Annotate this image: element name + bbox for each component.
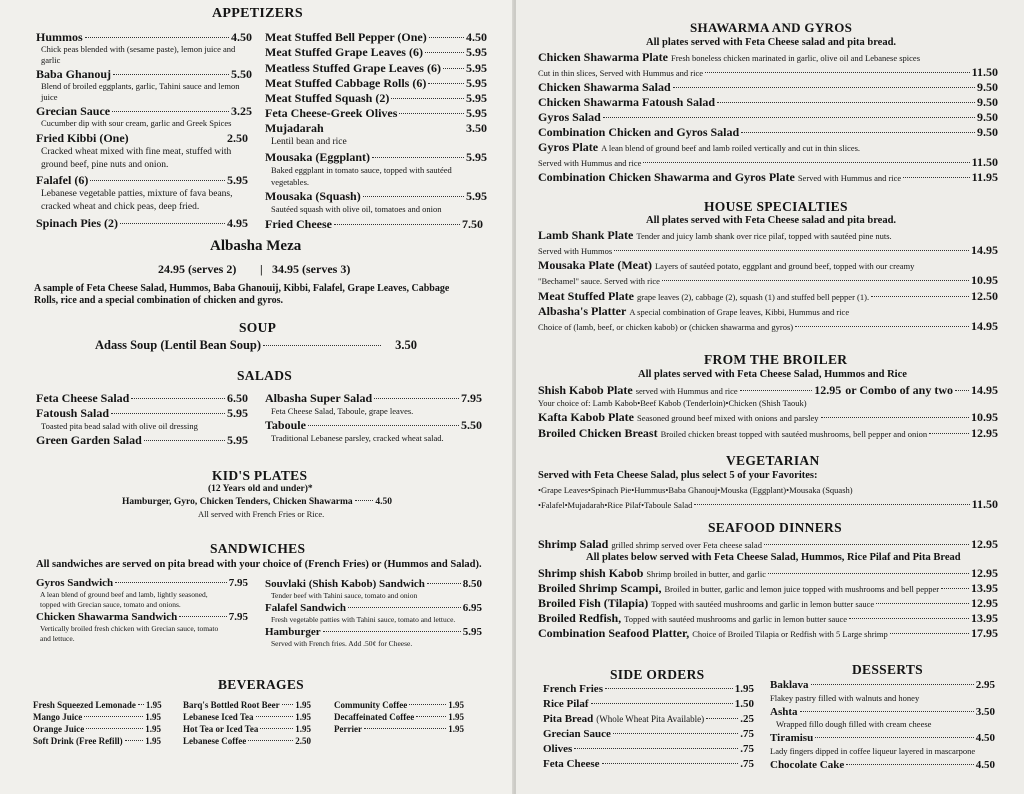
beverage-item — [183, 736, 311, 746]
item-name: Baba Ghanouj — [36, 67, 112, 81]
albasha-platter-item — [538, 304, 849, 319]
item-name: Chicken Shawarma Fatoush Salad — [538, 95, 716, 109]
grecian-item — [36, 104, 252, 118]
item-name: Feta Cheese — [543, 758, 600, 770]
fatoush-item — [36, 406, 248, 420]
item-name: Mujadarah — [265, 121, 324, 135]
soup-title: SOUP — [239, 320, 277, 335]
kids-sub: (12 Years old and under)* — [208, 484, 313, 494]
item-desc: "Bechamel" sauce. Served with rice — [538, 276, 660, 286]
item-price: .25 — [740, 713, 754, 725]
item-inline-desc: grape leaves (2), cabbage (2), squash (1) and stuffed bell pepper (1). — [636, 292, 870, 302]
desserts-title: DESSERTS — [852, 662, 923, 677]
combo-plate-item — [538, 170, 998, 185]
item-name: Fatoush Salad — [36, 406, 110, 420]
item-desc: Vertically broiled fresh chicken with Grecian sauce, tomato — [40, 624, 219, 633]
item-name: Lamb Shank Plate — [538, 228, 634, 242]
item-price: 1.95 — [295, 712, 311, 722]
hamburger-item — [265, 626, 482, 638]
item-name: Shish Kabob Plate — [538, 383, 633, 397]
item-desc: Baked eggplant in tomato sauce, topped with sautéed — [271, 165, 452, 175]
item-name: Olives — [543, 743, 573, 755]
shawarma-salad-item — [538, 80, 998, 94]
item-price: .75 — [740, 758, 754, 770]
item-inline-desc: Broiled in butter, garlic and lemon juice topped with mushrooms and bell pepper — [664, 584, 940, 594]
item-name: Meat Stuffed Grape Leaves (6) — [265, 45, 423, 59]
seafood-sub: All plates below served with Feta Cheese Salad, Hummos, Rice Pilaf and Pita Bread — [586, 552, 961, 563]
item-desc: Choice of (lamb, beef, or chicken kabob) or (chicken shawarma and gyros) — [538, 322, 794, 332]
item-price: 12.95 — [971, 426, 998, 440]
shrimp-salad-item — [538, 537, 998, 552]
item-name: Chicken Shawarma Plate — [538, 50, 668, 64]
item-name: Combination Seafood Platter, — [538, 626, 690, 640]
item-inline-desc: Broiled chicken breast topped with sautéed mushrooms, bell pepper and onion — [660, 429, 928, 439]
spinach-item — [36, 216, 248, 230]
item-price: 5.95 — [462, 626, 482, 638]
item-name: Gyros Sandwich — [36, 577, 114, 589]
item-price: 1.95 — [448, 724, 464, 734]
broiler-title: FROM THE BROILER — [704, 352, 848, 367]
item-name: Combination Chicken Shawarma and Gyros Plate — [538, 170, 795, 184]
meza-price-3: 34.95 (serves 3) — [272, 262, 351, 276]
item-name: Meat Stuffed Plate — [538, 289, 634, 303]
item-price: 12.95 — [814, 383, 842, 397]
item-price: 1.95 — [448, 712, 464, 722]
appetizers-title: APPETIZERS — [212, 6, 303, 21]
gyros-plate-item — [538, 140, 860, 155]
item-desc-row — [538, 245, 998, 257]
item-price: 9.50 — [977, 110, 998, 124]
broiler-choice: Your choice of: Lamb Kabob•Beef Kabob (Tenderloin)•Chicken (Shish Taouk) — [538, 398, 807, 408]
item-price: 4.50 — [975, 759, 995, 771]
seafood-title: SEAFOOD DINNERS — [708, 520, 842, 535]
item-desc: Served with French fries. Add .50¢ for Cheese. — [271, 639, 413, 648]
side-item — [543, 698, 754, 710]
cabbage-item — [265, 76, 487, 90]
item-desc: A lean blend of ground beef and lamb, lightly seasoned, — [40, 590, 208, 599]
item-name: Hummos — [36, 30, 83, 44]
sandwiches-note: All sandwiches are served on pita bread with your choice of (French Fries) or (Hummos and Salad). — [36, 559, 482, 570]
item-desc: Toasted pita bead salad with olive oil dressing — [41, 421, 198, 431]
item-desc: juice — [41, 92, 58, 102]
item-desc: Wrapped fillo dough filled with cream cheese — [776, 719, 932, 729]
item-price: 9.50 — [977, 95, 998, 109]
item-desc: Chick peas blended with (sesame paste), lemon juice and — [41, 44, 236, 54]
item-price: 7.95 — [461, 391, 482, 405]
item-inline-desc: Layers of sautéed potato, eggplant and ground beef, topped with our creamy — [654, 261, 915, 271]
item-price: 4.50 — [375, 497, 392, 507]
item-desc-row — [538, 67, 998, 79]
item-price: 9.50 — [977, 80, 998, 94]
item-price: 11.50 — [971, 155, 998, 169]
meza-price-2: 24.95 (serves 2) — [158, 262, 237, 276]
feta-olives-item — [265, 106, 487, 120]
chicken-sandwich-item — [36, 611, 248, 623]
item-desc: Lady fingers dipped in coffee liqueur layered in mascarpone — [770, 746, 976, 756]
combo-label: or Combo of any two — [845, 383, 953, 397]
item-desc: Cucumber dip with sour cream, garlic and Greek Spices — [41, 118, 232, 128]
item-price: 4.50 — [466, 30, 487, 44]
item-name: Shrimp Salad — [538, 537, 609, 551]
shish-kabob-item — [538, 383, 998, 398]
item-price: 1.95 — [734, 683, 754, 695]
item-name: Broiled Fish (Tilapia) — [538, 596, 649, 610]
item-name: Souvlaki (Shish Kabob) Sandwich — [265, 578, 425, 590]
item-desc: Tender beef with Tahini sauce, tomato and onion — [271, 591, 418, 600]
item-price: 5.95 — [466, 45, 487, 59]
item-desc: Flakey pastry filled with walnuts and honey — [770, 693, 920, 703]
meatless-item — [265, 61, 487, 75]
redfish-item — [538, 611, 998, 626]
item-inline-desc: Shrimp broiled in butter, and garlic — [646, 569, 766, 579]
kids-title: KID'S PLATES — [212, 468, 308, 483]
item-price: 7.95 — [228, 577, 248, 589]
item-desc: Cut in thin slices, Served with Hummus and rice — [538, 68, 704, 78]
item-desc: and lettuce. — [40, 634, 75, 643]
item-name: Hamburger, Gyro, Chicken Tenders, Chicken Shawarma — [122, 497, 353, 507]
item-price: 5.95 — [466, 150, 487, 164]
item-name: Chocolate Cake — [770, 759, 845, 771]
mousaka-item — [265, 150, 487, 164]
item-price: 1.95 — [145, 712, 161, 722]
item-price: 12.50 — [971, 289, 998, 303]
item-name: Falafel Sandwich — [265, 602, 346, 614]
falafel-item — [36, 173, 248, 187]
item-name: Lebanese Coffee — [183, 736, 247, 746]
item-name: Meat Stuffed Bell Pepper (One) — [265, 30, 427, 44]
item-price: 4.50 — [231, 30, 252, 44]
gyros-salad-item — [538, 110, 998, 124]
item-price: 7.95 — [228, 611, 248, 623]
item-name: Broiled Chicken Breast — [538, 426, 658, 440]
item-price: 1.95 — [448, 700, 464, 710]
item-inline-desc: A special combination of Grape leaves, Kibbi, Hummus and rice — [629, 307, 850, 317]
beverage-item — [33, 724, 161, 734]
chicken-breast-item — [538, 426, 998, 441]
item-name: Kafta Kabob Plate — [538, 410, 634, 424]
item-name: Orange Juice — [33, 724, 85, 734]
item-name: Meat Stuffed Squash (2) — [265, 91, 390, 105]
item-name: French Fries — [543, 683, 603, 695]
item-desc: Sautéed squash with olive oil, tomatoes and onion — [271, 204, 442, 214]
item-price: 1.95 — [295, 700, 311, 710]
item-name: Tiramisu — [770, 732, 814, 744]
item-price: 3.50 — [975, 706, 995, 718]
side-item — [543, 683, 754, 695]
item-name: Green Garden Salad — [36, 433, 142, 447]
item-price: 1.50 — [734, 698, 754, 710]
item-price: 14.95 — [971, 319, 998, 333]
item-price: 5.95 — [466, 61, 487, 75]
item-name: Rice Pilaf — [543, 698, 589, 710]
vegetarian-options-row — [538, 499, 998, 511]
item-desc: garlic — [41, 55, 61, 65]
baba-item — [36, 67, 252, 81]
kids-note: All served with French Fries or Rice. — [198, 509, 325, 519]
item-name: Grecian Sauce — [543, 728, 611, 740]
tiramisu-item — [770, 732, 995, 744]
broiler-sub: All plates served with Feta Cheese Salad, Hummos and Rice — [638, 369, 907, 380]
beverage-item — [33, 736, 161, 746]
grape-item — [265, 45, 487, 59]
item-name: Baklava — [770, 679, 809, 691]
side-item — [543, 713, 754, 725]
feta-salad-item — [36, 391, 248, 405]
super-salad-item — [265, 391, 482, 405]
item-price: 2.50 — [295, 736, 311, 746]
kafta-item — [538, 410, 998, 425]
item-name: Grecian Sauce — [36, 104, 111, 118]
item-name: Combination Chicken and Gyros Salad — [538, 125, 740, 139]
item-price: 5.50 — [461, 418, 482, 432]
item-price: 5.95 — [227, 406, 248, 420]
beverage-item — [183, 712, 311, 722]
souvlaki-item — [265, 578, 482, 590]
item-name: Mousaka Plate (Meat) — [538, 258, 652, 272]
green-salad-item — [36, 433, 248, 447]
item-price: 1.95 — [145, 736, 161, 746]
ashta-item — [770, 706, 995, 718]
item-price: 2.50 — [227, 131, 248, 145]
item-price: 11.50 — [971, 65, 998, 79]
item-name: Meatless Stuffed Grape Leaves (6) — [265, 61, 441, 75]
item-price: 5.95 — [466, 91, 487, 105]
mousaka-plate-item — [538, 258, 914, 273]
kids-item — [122, 497, 392, 507]
item-price: 17.95 — [971, 626, 998, 640]
item-price: 5.95 — [227, 433, 248, 447]
side-item — [543, 758, 754, 770]
item-desc: Lentil bean and rice — [271, 137, 347, 147]
item-price: 9.50 — [977, 125, 998, 139]
soup-item — [95, 338, 417, 352]
right-panel — [516, 0, 1024, 794]
beverages-title: BEVERAGES — [218, 677, 304, 692]
vegetarian-options: •Falafel•Mujadarah•Rice Pilaf•Taboule Salad — [538, 500, 693, 510]
item-name: Barq's Bottled Root Beer — [183, 700, 280, 710]
item-price: 14.95 — [971, 243, 998, 257]
item-name: Feta Cheese Salad — [36, 391, 130, 405]
item-name: Hamburger — [265, 626, 321, 638]
item-name: Shrimp shish Kabob — [538, 566, 644, 580]
tilapia-item — [538, 596, 998, 611]
item-name: Mango Juice — [33, 712, 83, 722]
item-desc-row — [538, 275, 998, 287]
item-price: .75 — [740, 743, 754, 755]
item-price: 10.95 — [971, 410, 998, 424]
item-desc: Served with Hummos — [538, 246, 613, 256]
side-item — [543, 743, 754, 755]
combo-salad-item — [538, 125, 998, 139]
item-price: .75 — [740, 728, 754, 740]
house-title: HOUSE SPECIALTIES — [704, 199, 848, 214]
item-name: Chicken Shawarma Salad — [538, 80, 671, 94]
beverage-item — [334, 724, 464, 734]
beverage-item — [33, 712, 161, 722]
item-desc: Traditional Lebanese parsley, cracked wheat salad. — [271, 433, 444, 443]
item-name: Community Coffee — [334, 700, 408, 710]
item-desc: Lebanese vegetable patties, mixture of fava beans, — [41, 189, 233, 199]
item-price: 12.95 — [971, 566, 998, 580]
beverage-item — [33, 700, 161, 710]
side-item — [543, 728, 754, 740]
item-name: Decaffeinated Coffee — [334, 712, 415, 722]
item-name: Fried Cheese — [265, 217, 332, 231]
item-inline-desc: Seasoned ground beef mixed with onions and parsley — [637, 413, 819, 423]
item-inline-desc: (Whole Wheat Pita Available) — [596, 714, 705, 724]
kibbi-item — [36, 131, 248, 145]
item-price: 12.95 — [971, 537, 998, 551]
shrimp-kabob-item — [538, 566, 998, 581]
item-price: 3.50 — [466, 121, 487, 135]
fried-cheese-item — [265, 217, 483, 231]
house-sub: All plates served with Feta Cheese salad and pita bread. — [646, 215, 897, 226]
item-name: Albasha's Platter — [538, 304, 627, 318]
item-name: Lebanese Iced Tea — [183, 712, 254, 722]
falafel-sandwich-item — [265, 602, 482, 614]
item-price: 14.95 — [971, 383, 998, 397]
lamb-item — [538, 228, 892, 243]
item-inline-desc: Choice of Broiled Tilapia or Redfish with 5 Large shrimp — [692, 629, 888, 639]
salads-title: SALADS — [237, 368, 293, 383]
beverage-item — [183, 724, 311, 734]
item-name: Ashta — [770, 706, 798, 718]
item-inline-desc: A lean blend of ground beef and lamb roiled vertically and cut in thin slices. — [601, 143, 861, 153]
pepper-item — [265, 30, 487, 44]
item-name: Broiled Redfish, — [538, 611, 622, 625]
item-name: Mousaka (Eggplant) — [265, 150, 371, 164]
item-price: 13.95 — [971, 611, 998, 625]
sides-title: SIDE ORDERS — [610, 667, 705, 682]
item-name: Broiled Shrimp Scampi, — [538, 581, 662, 595]
item-name: Mousaka (Squash) — [265, 189, 361, 203]
item-inline-desc: Topped with sautéed mushrooms and garlic in lemon butter sauce — [651, 599, 875, 609]
item-desc: Feta Cheese Salad, Taboule, grape leaves. — [271, 406, 414, 416]
item-inline-desc: Served with Hummus and rice — [797, 173, 902, 183]
hummos-item — [36, 30, 252, 44]
item-name: Albasha Super Salad — [265, 391, 373, 405]
item-name: Falafel (6) — [36, 173, 89, 187]
vegetarian-sub: Served with Feta Cheese Salad, plus select 5 of your Favorites: — [538, 470, 818, 481]
vegetarian-options: •Grape Leaves•Spinach Pie•Hummus•Baba Ghanouj•Mouska (Eggplant)•Mousaka (Squash) — [538, 485, 853, 495]
item-price: 5.95 — [466, 189, 487, 203]
item-desc: topped with Grecian sauce, tomato and onions. — [40, 600, 181, 609]
meza-desc: Rolls, rice and a special combination of chicken and gyros. — [34, 295, 283, 306]
sandwiches-title: SANDWICHES — [210, 541, 306, 556]
item-price: 5.50 — [231, 67, 252, 81]
mousaka-squash-item — [265, 189, 487, 203]
item-name: Fresh Squeezed Lemonade — [33, 700, 136, 710]
item-price: 6.95 — [462, 602, 482, 614]
item-name: Pita Bread — [543, 713, 594, 725]
cake-item — [770, 759, 995, 771]
item-price: 5.95 — [227, 173, 248, 187]
gyros-sandwich-item — [36, 577, 248, 589]
shawarma-title: SHAWARMA AND GYROS — [690, 20, 853, 35]
item-price: 11.50 — [971, 497, 998, 511]
item-desc-row — [538, 321, 998, 333]
item-name: Feta Cheese-Greek Olives — [265, 106, 398, 120]
item-price: 8.50 — [462, 578, 482, 590]
stuffed-plate-item — [538, 289, 998, 304]
item-price: 1.95 — [295, 724, 311, 734]
item-desc: cracked wheat and chick peas, deep fried. — [41, 202, 200, 212]
item-name: Perrier — [334, 724, 362, 734]
item-price: 5.95 — [466, 76, 487, 90]
beverage-item — [183, 700, 311, 710]
mujadarah-item — [265, 121, 487, 135]
item-inline-desc: served with Hummus and rice — [635, 386, 738, 396]
item-name: Spinach Pies (2) — [36, 216, 119, 230]
item-desc: Fresh vegetable patties with Tahini sauce, tomato and lettuce. — [271, 615, 456, 624]
beverage-item — [334, 700, 464, 710]
item-name: Taboule — [265, 418, 306, 432]
squash-item — [265, 91, 487, 105]
item-price: 10.95 — [971, 273, 998, 287]
shawarma-sub: All plates served with Feta Cheese salad and pita bread. — [646, 37, 897, 48]
shawarma-fatoush-item — [538, 95, 998, 109]
meza-divider: | — [260, 262, 263, 276]
item-name: Fried Kibbi (One) — [36, 131, 129, 145]
scampi-item — [538, 581, 998, 596]
item-name: Gyros Plate — [538, 140, 599, 154]
item-inline-desc: Tender and juicy lamb shank over rice pilaf, topped with sautéed pine nuts. — [636, 231, 892, 241]
item-price: 11.95 — [971, 170, 998, 184]
meza-title: Albasha Meza — [210, 238, 302, 254]
item-desc: Blend of broiled eggplants, garlic, Tahini sauce and lemon — [41, 81, 240, 91]
item-name: Meat Stuffed Cabbage Rolls (6) — [265, 76, 427, 90]
item-price: 3.50 — [395, 338, 417, 352]
item-price: 13.95 — [971, 581, 998, 595]
item-price: 2.95 — [975, 679, 995, 691]
vegetarian-title: VEGETARIAN — [726, 453, 820, 468]
meza-desc: A sample of Feta Cheese Salad, Hummos, Baba Ghanouij, Kibbi, Falafel, Grape Leaves, Cabbage — [34, 283, 450, 294]
seafood-combo-item — [538, 626, 998, 641]
item-price: 7.50 — [462, 217, 483, 231]
item-price: 4.50 — [975, 732, 995, 744]
item-name: Chicken Shawarma Sandwich — [36, 611, 178, 623]
chicken-plate-item — [538, 50, 920, 65]
baklava-item — [770, 679, 995, 691]
item-desc: Cracked wheat mixed with fine meat, stuffed with — [41, 147, 232, 157]
item-price: 3.25 — [231, 104, 252, 118]
item-name: Gyros Salad — [538, 110, 601, 124]
item-price: 6.50 — [227, 391, 248, 405]
item-price: 1.95 — [145, 724, 161, 734]
item-price: 5.95 — [466, 106, 487, 120]
item-name: Hot Tea or Iced Tea — [183, 724, 259, 734]
item-desc: Served with Hummus and rice — [538, 158, 642, 168]
item-desc: vegetables. — [271, 177, 309, 187]
item-inline-desc: grilled shrimp served over Feta cheese salad — [611, 540, 762, 550]
taboule-item — [265, 418, 482, 432]
item-desc-row — [538, 157, 998, 169]
item-price: 4.95 — [227, 216, 248, 230]
item-inline-desc: Topped with sautéed mushrooms and garlic in lemon butter sauce — [624, 614, 848, 624]
beverage-item — [334, 712, 464, 722]
item-name: Adass Soup (Lentil Bean Soup) — [95, 338, 262, 352]
item-name: Soft Drink (Free Refill) — [33, 736, 123, 746]
item-desc: ground beef, pine nuts and onion. — [41, 160, 169, 170]
item-price: 1.95 — [145, 700, 162, 710]
item-inline-desc: Fresh boneless chicken marinated in garlic, olive oil and Lebanese spices — [671, 53, 921, 63]
item-price: 12.95 — [971, 596, 998, 610]
